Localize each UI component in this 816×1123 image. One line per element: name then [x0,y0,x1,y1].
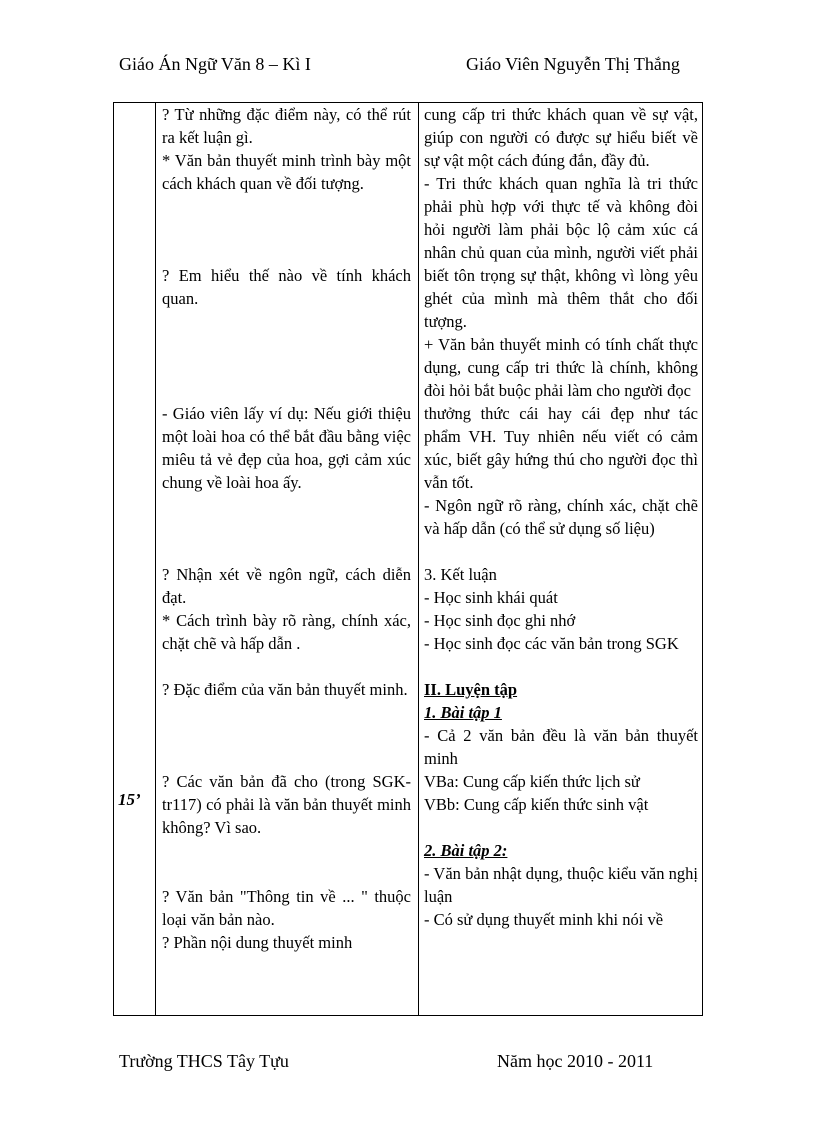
content-line: + Văn bản thuyết minh có tính chất thực dụng, cung cấp tri thức là chính, không đòi hỏi bắt buộc phải làm cho người đọc [424,335,698,400]
column-divider-2 [418,103,419,1015]
content-column [424,103,698,931]
column-divider-1 [155,103,156,1015]
activity-line: - Giáo viên lấy ví dụ: Nếu giới thiệu một loài hoa có thể bắt đầu bằng việc miêu tả vẻ đẹp của hoa, gợi cảm xúc chung về loài hoa ấy. [162,404,411,492]
content-line: thưởng thức cái hay cái đẹp như tác phẩm VH. Tuy nhiên nếu viết có cảm xúc, biết gây hứng thú cho người đọc thì vẫn tốt. [424,404,698,492]
content-line: VBb: Cung cấp kiến thức sinh vật [424,795,649,814]
content-line: - Tri thức khách quan nghĩa là tri thức phải phù hợp với thực tế và không đòi hỏi người làm phải bộc lộ cảm xúc cá nhân chủ quan của mình, người viết phải biết tôn trọng sự thật, không vì lòng yêu ghét của mình mà thêm thắt cho đối tượng. [424,174,698,331]
activity-line: * Cách trình bày rõ ràng, chính xác, chặt chẽ và hấp dẫn . [162,611,411,653]
activity-line: * Văn bản thuyết minh trình bày một cách khách quan về đối tượng. [162,151,411,193]
activity-line: ? Nhận xét về ngôn ngữ, cách diễn đạt. [162,565,411,607]
activity-line: ? Từ những đặc điểm này, có thể rút ra kết luận gì. [162,105,411,147]
header-lesson-title: Giáo Án Ngữ Văn 8 – Kì I [119,54,311,74]
content-line: cung cấp tri thức khách quan về sự vật, giúp con người có được sự hiểu biết về sự vật một cách đúng đắn, đầy đủ. [424,105,698,170]
content-line: - Có sử dụng thuyết minh khi nói về [424,910,664,929]
content-line: - Văn bản nhật dụng, thuộc kiểu văn nghị luận [424,864,698,906]
content-line: - Học sinh khái quát [424,588,558,607]
activity-line: ? Phần nội dung thuyết minh [162,933,353,952]
activity-column [162,103,411,954]
footer-school-name: Trường THCS Tây Tựu [119,1051,289,1071]
lesson-table [113,102,703,1016]
header-teacher-name: Giáo Viên Nguyễn Thị Thắng [466,54,680,74]
content-line: - Học sinh đọc các văn bản trong SGK [424,634,679,653]
conclusion-heading: 3. Kết luận [424,565,497,584]
exercise-1-heading: 1. Bài tập 1 [424,703,502,722]
activity-line: ? Văn bản "Thông tin về ... " thuộc loại văn bản nào. [162,887,411,929]
content-line: - Ngôn ngữ rõ ràng, chính xác, chặt chẽ và hấp dẫn (có thể sử dụng số liệu) [424,496,698,538]
activity-line: ? Đặc điểm của văn bản thuyết minh. [162,680,408,699]
exercise-2-heading: 2. Bài tập 2: [424,841,508,860]
content-line: VBa: Cung cấp kiến thức lịch sử [424,772,640,791]
activity-line: ? Em hiểu thế nào về tính khách quan. [162,266,411,308]
footer-school-year: Năm học 2010 - 2011 [497,1051,654,1071]
content-line: - Học sinh đọc ghi nhớ [424,611,576,630]
activity-line: ? Các văn bản đã cho (trong SGK-tr117) có phải là văn bản thuyết minh không? Vì sao. [162,772,411,837]
content-line: - Cả 2 văn bản đều là văn bản thuyết minh [424,726,698,768]
time-cell: 15’ [118,790,141,809]
section-heading-practice: II. Luyện tập [424,680,518,699]
